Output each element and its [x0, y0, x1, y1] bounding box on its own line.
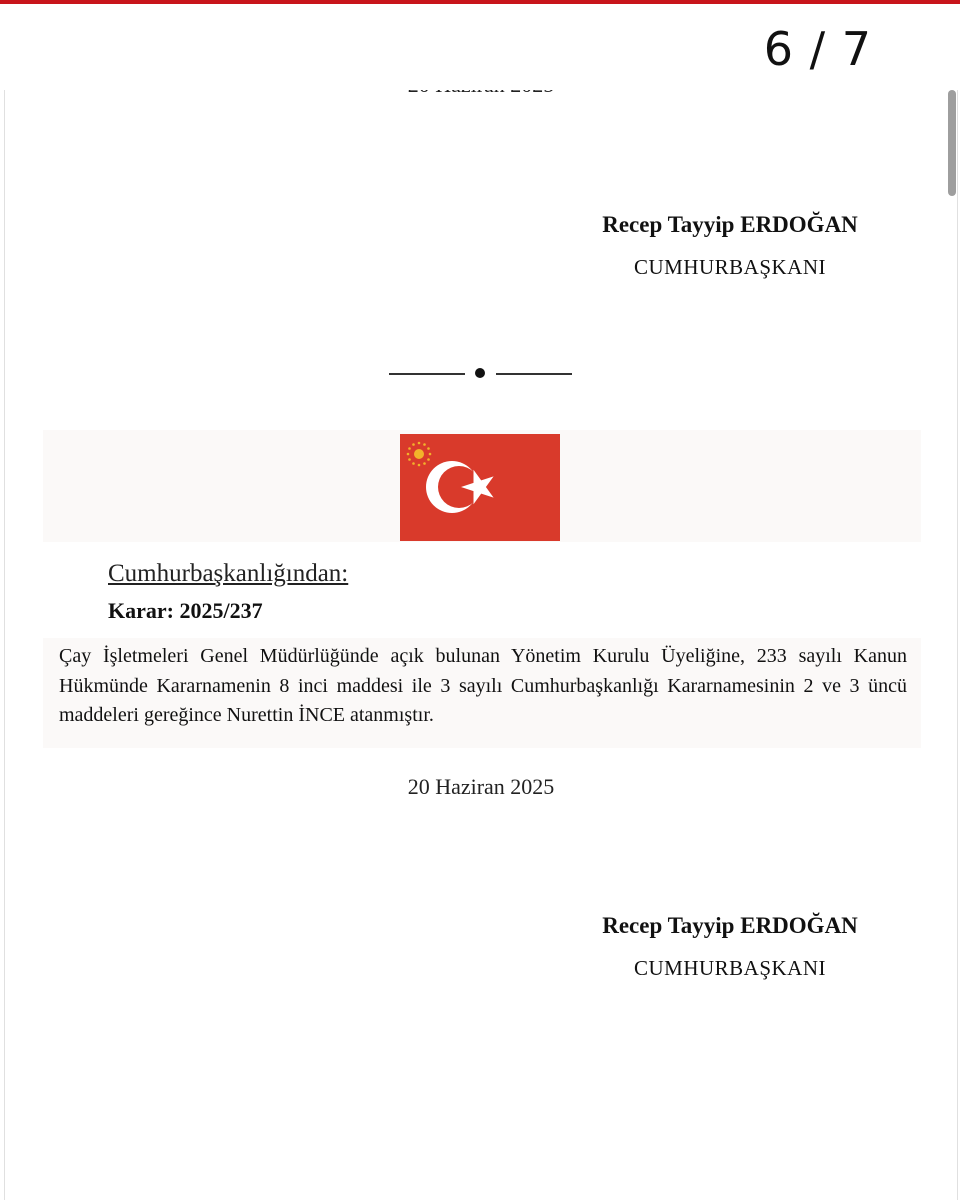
decision-body-text: Çay İşletmeleri Genel Müdürlüğünde açık bulunan Yönetim Kurulu Üyeliğine, 233 sayılı Kanun Hükmünde Kararnamenin 8 inci maddesi ile 3 sayılı Cumhurbaşkanlığı Kararnamesinin 2 ve 3 üncü maddeleri gereğince Nurettin İNCE atanmıştır. — [59, 645, 907, 726]
document-page — [4, 60, 958, 1200]
flag-band — [43, 430, 921, 542]
separator-line-right — [496, 373, 572, 375]
signature-block-bottom — [595, 911, 865, 983]
separator-line-left — [389, 373, 465, 375]
signatory-title: CUMHURBAŞKANI — [633, 956, 827, 980]
section-heading: Cumhurbaşkanlığından: — [108, 560, 349, 587]
separator-dot — [475, 368, 485, 378]
signatory-title: CUMHURBAŞKANI — [633, 255, 827, 279]
signatory-name: Recep Tayyip ERDOĞAN — [602, 212, 858, 237]
turkish-flag-icon — [400, 434, 560, 541]
vertical-scrollbar[interactable] — [948, 90, 956, 1192]
section-separator — [389, 362, 573, 382]
scrollbar-thumb[interactable] — [948, 90, 956, 196]
signature-block-top — [595, 210, 865, 282]
viewer-header — [0, 4, 960, 90]
signatory-name: Recep Tayyip ERDOĞAN — [602, 913, 858, 938]
decision-date: 20 Haziran 2025 — [407, 774, 555, 799]
page-indicator: 6 / 7 — [763, 22, 872, 76]
decision-body-band — [43, 638, 921, 748]
decision-number: Karar: 2025/237 — [108, 598, 263, 623]
